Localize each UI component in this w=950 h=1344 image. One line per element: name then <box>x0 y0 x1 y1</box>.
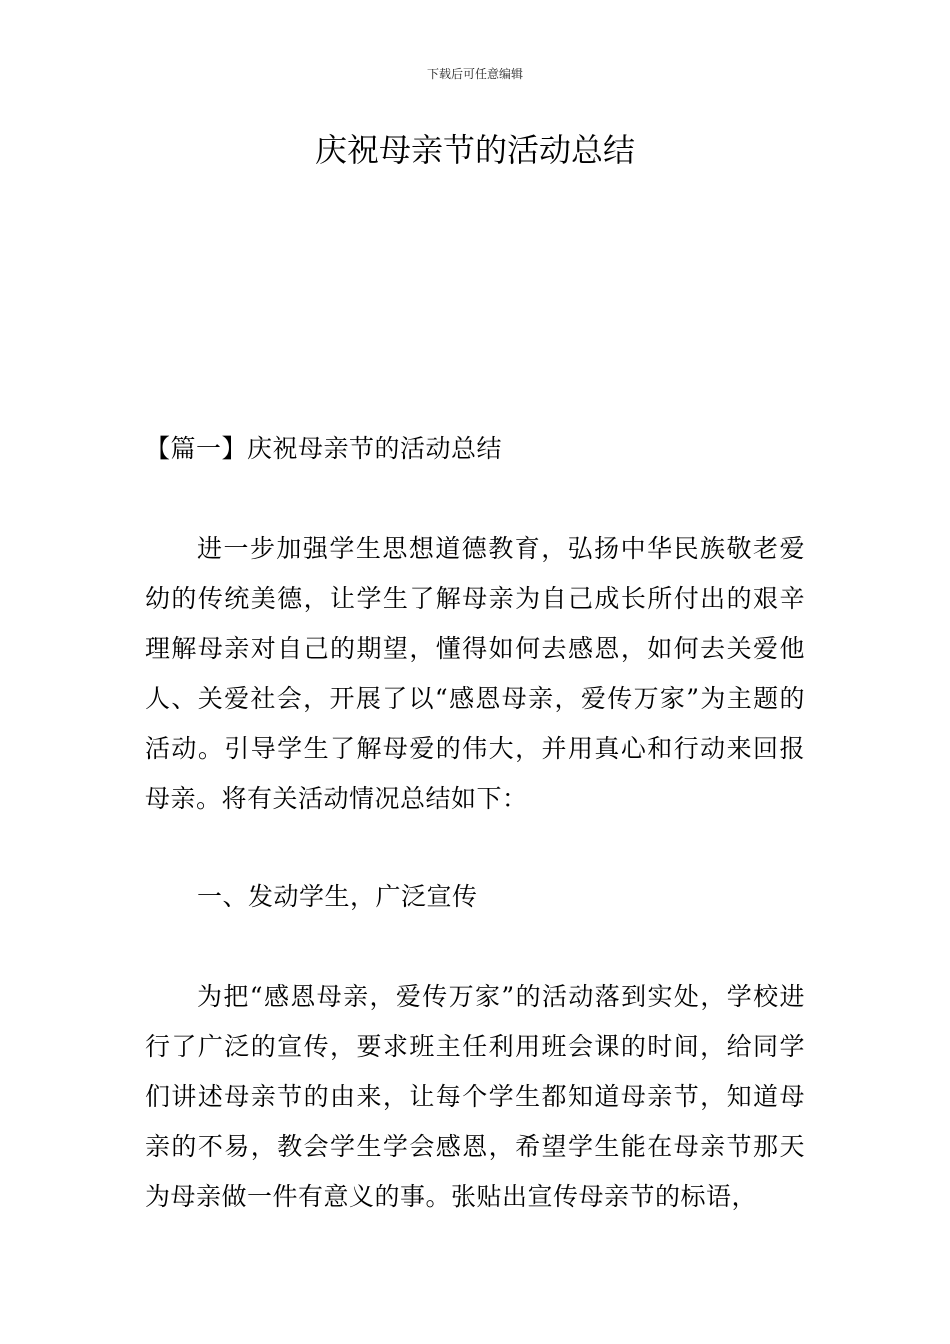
document-title: 庆祝母亲节的活动总结 <box>314 131 635 169</box>
paragraph-publicity: 为把“感恩母亲，爱传万家”的活动落到实处，学校进行了广泛的宣传，要求班主任利用班会课的时间，给同学们讲述母亲节的由来，让每个学生都知道母亲节，知道母亲的不易，教会学生学会感恩，希望学生能在母亲节那天为母亲做一件有意义的事。张贴出宣传母亲节的标语， <box>145 982 805 1211</box>
header-note: 下载后可任意编辑 <box>426 67 523 81</box>
sub-heading-publicity: 一、发动学生，广泛宣传 <box>197 882 478 911</box>
paragraph-intro: 进一步加强学生思想道德教育，弘扬中华民族敬老爱幼的传统美德，让学生了解母亲为自己成长所付出的艰辛理解母亲对自己的期望，懂得如何去感恩，如何去关爱他人、关爱社会，开展了以“感恩母亲，爱传万家”为主题的活动。引导学生了解母爱的伟大，并用真心和行动来回报母亲。将有关活动情况总结如下： <box>145 534 805 813</box>
section-heading: 【篇一】庆祝母亲节的活动总结 <box>145 434 503 463</box>
